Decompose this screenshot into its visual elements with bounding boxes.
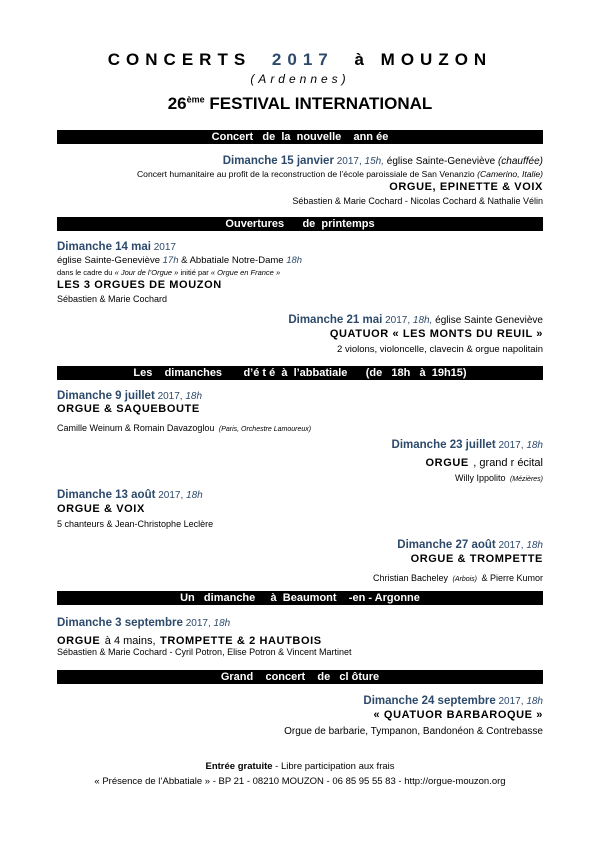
event-date: Dimanche 14 mai [57, 241, 151, 253]
festival-title [0, 94, 600, 114]
festival-sup: ème [186, 94, 205, 105]
event-title: QUATUOR « LES MONTS DU REUIL » [329, 328, 543, 340]
footer-entry-bold: Entrée gratuite [205, 761, 273, 772]
footer-entry-rest: - Libre participation aux frais [275, 761, 395, 772]
event-time: 15h, [364, 156, 384, 167]
event-venue-mid: & Abbatiale Notre-Dame [181, 255, 284, 266]
context-a: dans le cadre du [57, 268, 113, 277]
event-year: 2017, [158, 490, 184, 501]
event-time: 18h, [412, 315, 433, 326]
event-date-line [392, 439, 543, 451]
section-bar-new-year: Concert de la nouvelle ann ée [57, 130, 543, 144]
event-desc: Concert humanitaire au profit de la reconstruction de l’école paroissiale de San Venanzio [136, 169, 475, 179]
event-date-line [288, 314, 543, 326]
event-time: 18h [526, 696, 543, 707]
event-venue-note: (chauffée) [497, 156, 543, 167]
event-time: 18h [185, 391, 203, 402]
event-title: LES 3 ORGUES DE MOUZON [57, 279, 222, 291]
event-date: Dimanche 9 juillet [57, 390, 155, 402]
footer-entry [0, 761, 600, 772]
event-year: 2017, [385, 315, 411, 326]
event-desc-note: (Camerino, Italie) [477, 169, 543, 179]
section-bar-closing: Grand concert de cl ôture [57, 670, 543, 684]
event-date-line [57, 617, 230, 629]
event-artists-note: (Paris, Orchestre Lamoureux) [218, 426, 312, 433]
event-title: ORGUE & SAQUEBOUTE [57, 403, 200, 415]
event-title-c: TROMPETTE & 2 HAUTBOIS [160, 635, 322, 647]
context-b: initié par [180, 268, 209, 277]
event-year: 2017, [185, 618, 211, 629]
event-year: 2017, [498, 696, 524, 707]
event-artists: Sébastien & Marie Cochard [57, 294, 168, 304]
event-time-2: 18h [286, 255, 303, 266]
festival-number: 26 [167, 94, 187, 113]
event-artists-line [57, 418, 311, 436]
event-artists-note: (Mézières) [509, 476, 543, 483]
context-italic-2: « Orgue en France » [210, 268, 281, 277]
event-venue: église Sainte Geneviève [435, 315, 543, 326]
event-artists-note: (Arbois) [452, 576, 478, 583]
event-date: Dimanche 27 août [397, 539, 496, 551]
section-bar-summer: Les dimanches d’é t é à l’abbatiale (de 18h à 19h15) [57, 366, 543, 380]
title-mouzon: à MOUZON [354, 50, 493, 69]
event-time: 18h [526, 540, 543, 551]
event-artists: Sébastien & Marie Cochard - Cyril Potron, Elise Potron & Vincent Martinet [57, 647, 352, 657]
event-date-line [363, 695, 543, 707]
event-title: ORGUE, EPINETTE & VOIX [389, 181, 543, 193]
footer-contact: « Présence de l’Abbatiale » - BP 21 - 08210 MOUZON - 06 85 95 55 83 - http://orgue-mouzon.org [94, 776, 506, 787]
event-time-1: 17h [162, 255, 179, 266]
event-date-line [397, 539, 543, 551]
event-venue-1: église Sainte-Geneviève [57, 255, 160, 266]
event-artists: Camille Weinum & Romain Davazoglou [57, 423, 215, 433]
event-title: ORGUE & TROMPETTE [410, 553, 543, 565]
region-subtitle: (Ardennes) [250, 72, 350, 86]
event-year: 2017, [336, 156, 362, 167]
event-artists: 5 chanteurs & Jean-Christophe Leclère [57, 519, 214, 529]
event-artists: Christian Bacheley [373, 573, 449, 583]
section-bar-beaumont: Un dimanche à Beaumont -en - Argonne [57, 591, 543, 605]
event-time: 18h [526, 440, 543, 451]
event-artists: 2 violons, violoncelle, clavecin & orgue napolitain [337, 344, 543, 355]
event-artists: Willy Ippolito [454, 473, 506, 483]
context-italic-1: « Jour de l’Orgue » [114, 268, 179, 277]
event-artists-b: & Pierre Kumor [481, 573, 543, 583]
event-time: 18h [186, 490, 203, 501]
event-date: Dimanche 23 juillet [391, 439, 496, 451]
event-context [57, 268, 280, 277]
event-artists-line [455, 468, 543, 486]
event-date: Dimanche 13 août [57, 489, 156, 501]
title-year: 2017 [271, 50, 334, 69]
event-date-line [57, 241, 176, 253]
event-date-line [57, 489, 203, 501]
event-artists: Orgue de barbarie, Tympanon, Bandonéon & Contrebasse [284, 726, 543, 737]
event-year: 2017, [157, 391, 183, 402]
event-title: ORGUE [425, 457, 469, 469]
event-venue: église Sainte-Geneviève [386, 156, 496, 167]
event-title-rest: , grand r écital [473, 457, 543, 469]
title-concerts: CONCERTS [107, 50, 252, 69]
event-year: 2017, [498, 440, 524, 451]
event-date: Dimanche 21 mai [288, 314, 383, 326]
event-time: 18h [213, 618, 231, 629]
event-venue-line [57, 255, 302, 266]
event-title: ORGUE & VOIX [57, 503, 145, 515]
event-artists: Sébastien & Marie Cochard - Nicolas Cochard & Nathalie Vélin [292, 196, 543, 206]
event-year: 2017, [498, 540, 524, 551]
event-year: 2017 [153, 242, 176, 253]
festival-name: FESTIVAL INTERNATIONAL [209, 94, 433, 113]
page-title [0, 50, 600, 70]
event-title: ORGUE [57, 635, 101, 647]
event-date: Dimanche 3 septembre [57, 617, 183, 629]
event-date: Dimanche 24 septembre [363, 695, 496, 707]
event-title: « QUATUOR BARBAROQUE » [373, 709, 543, 721]
event-artists-line [373, 568, 543, 586]
event-title-b: à 4 mains, [104, 635, 156, 647]
event-description [137, 169, 543, 179]
event-date-line [223, 155, 543, 167]
event-date: Dimanche 15 janvier [222, 155, 334, 167]
section-bar-spring: Ouvertures de printemps [57, 217, 543, 231]
event-date-line [57, 390, 202, 402]
